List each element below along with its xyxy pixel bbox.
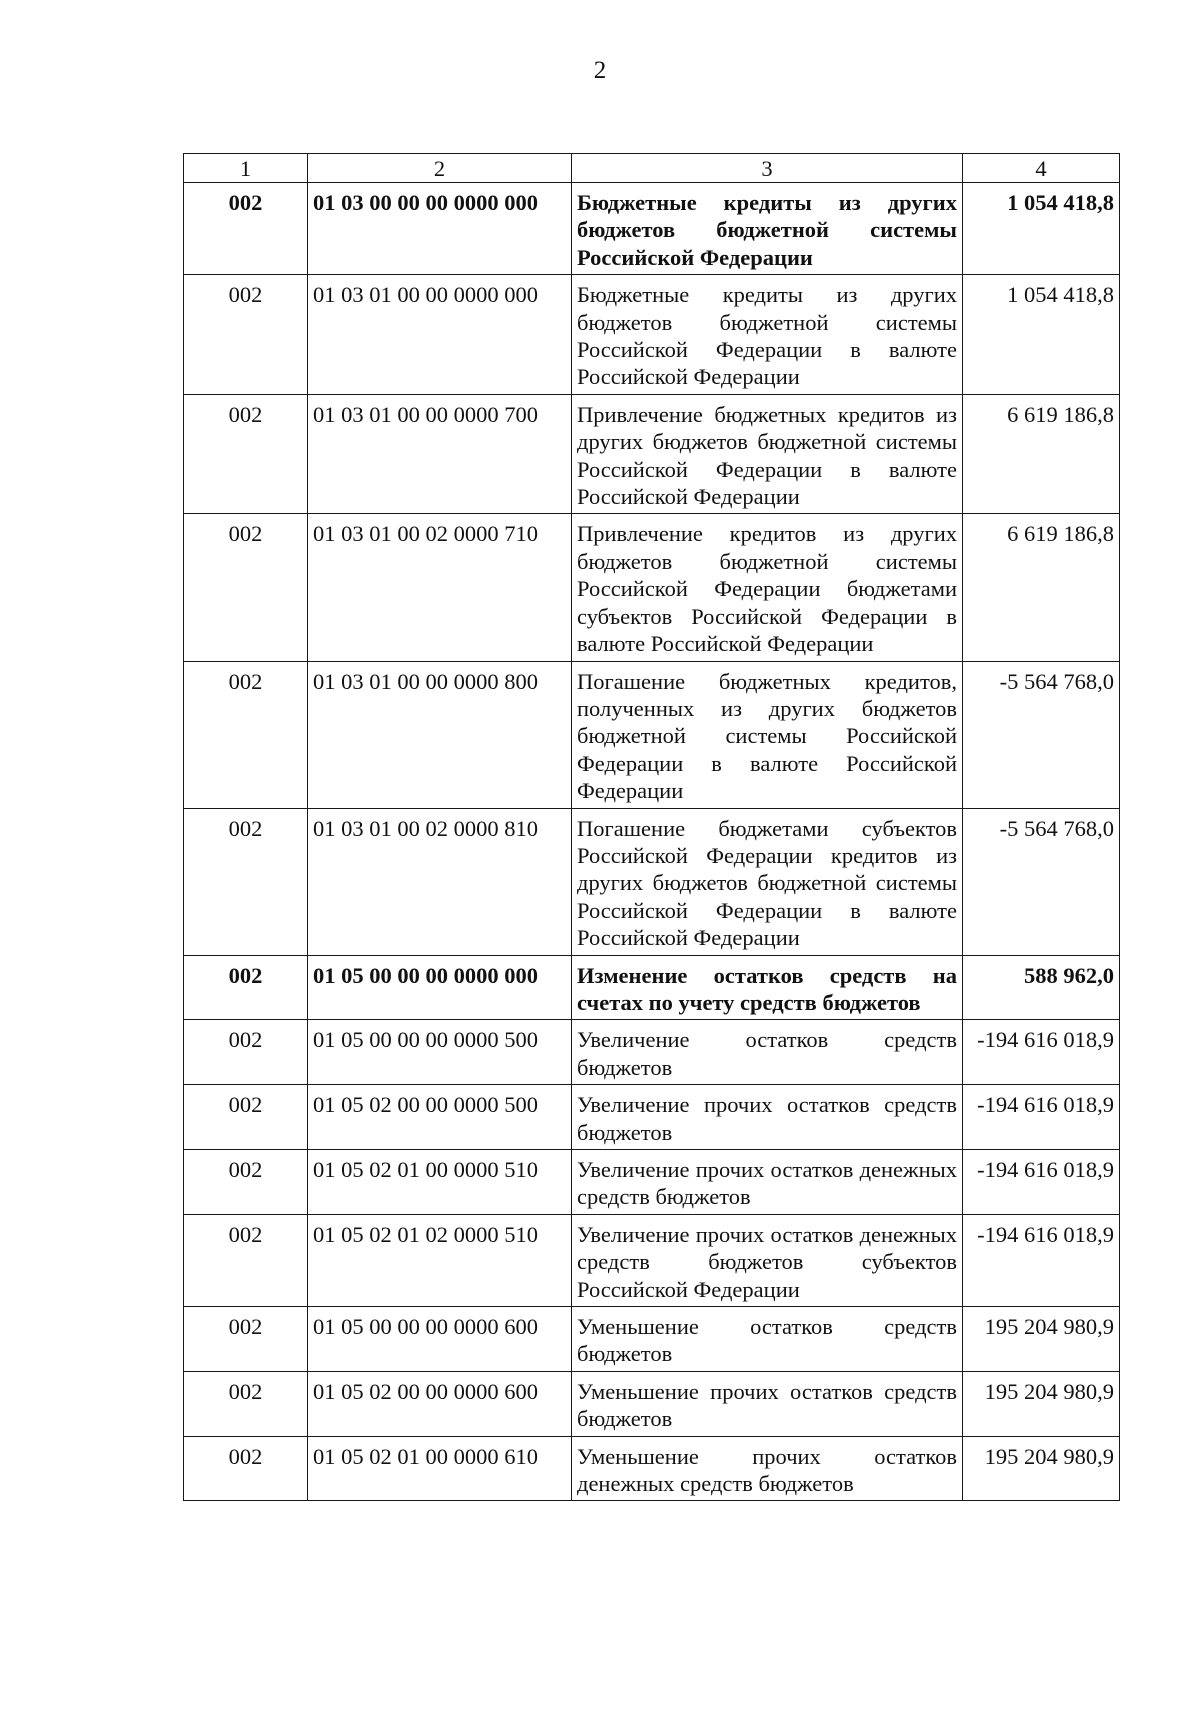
amount-cell: 588 962,0 xyxy=(963,955,1120,1020)
table-row xyxy=(184,1214,1120,1306)
budget-classification-code-cell: 01 03 00 00 00 0000 000 xyxy=(308,183,572,275)
table-row xyxy=(184,1371,1120,1436)
budget-classification-code-cell: 01 05 00 00 00 0000 500 xyxy=(308,1020,572,1085)
administrator-code-cell: 002 xyxy=(184,1085,308,1150)
page-number: 2 xyxy=(593,57,607,84)
amount-cell: 6 619 186,8 xyxy=(963,394,1120,514)
budget-classification-code-cell: 01 03 01 00 02 0000 810 xyxy=(308,808,572,955)
budget-classification-code-cell: 01 03 01 00 00 0000 700 xyxy=(308,394,572,514)
administrator-code-cell: 002 xyxy=(184,1371,308,1436)
administrator-code-cell: 002 xyxy=(184,275,308,395)
table-row xyxy=(184,1436,1120,1501)
amount-cell: 195 204 980,9 xyxy=(963,1371,1120,1436)
budget-classification-code-cell: 01 05 02 01 00 0000 610 xyxy=(308,1436,572,1501)
amount-cell: -5 564 768,0 xyxy=(963,661,1120,808)
amount-cell: 195 204 980,9 xyxy=(963,1436,1120,1501)
source-description-cell: Привлечение кредитов из других бюджетов бюджетной системы Российской Федерации бюджетами субъектов Российской Федерации в валюте Российской Федерации xyxy=(572,514,963,661)
administrator-code-cell: 002 xyxy=(184,808,308,955)
table-row xyxy=(184,1020,1120,1085)
source-description-cell: Уменьшение остатков средств бюджетов xyxy=(572,1307,963,1372)
administrator-code-cell: 002 xyxy=(184,394,308,514)
table-body xyxy=(184,183,1120,1501)
source-description-cell: Увеличение прочих остатков денежных средств бюджетов xyxy=(572,1150,963,1215)
column-header-1: 1 xyxy=(184,154,308,183)
table-row xyxy=(184,514,1120,661)
source-description-cell: Уменьшение прочих остатков денежных средств бюджетов xyxy=(572,1436,963,1501)
column-header-2: 2 xyxy=(308,154,572,183)
budget-classification-code-cell: 01 05 00 00 00 0000 600 xyxy=(308,1307,572,1372)
amount-cell: -194 616 018,9 xyxy=(963,1020,1120,1085)
budget-sources-table xyxy=(183,153,1120,1501)
budget-classification-code-cell: 01 03 01 00 02 0000 710 xyxy=(308,514,572,661)
table-row xyxy=(184,394,1120,514)
source-description-cell: Уменьшение прочих остатков средств бюджетов xyxy=(572,1371,963,1436)
source-description-cell: Погашение бюджетных кредитов, полученных из других бюджетов бюджетной системы Российской Федерации в валюте Российской Федерации xyxy=(572,661,963,808)
amount-cell: -5 564 768,0 xyxy=(963,808,1120,955)
administrator-code-cell: 002 xyxy=(184,183,308,275)
table-header xyxy=(184,154,1120,183)
amount-cell: -194 616 018,9 xyxy=(963,1085,1120,1150)
source-description-cell: Увеличение остатков средств бюджетов xyxy=(572,1020,963,1085)
amount-cell: 6 619 186,8 xyxy=(963,514,1120,661)
budget-classification-code-cell: 01 03 01 00 00 0000 000 xyxy=(308,275,572,395)
source-description-cell: Увеличение прочих остатков средств бюджетов xyxy=(572,1085,963,1150)
table-row xyxy=(184,183,1120,275)
administrator-code-cell: 002 xyxy=(184,1214,308,1306)
table-row xyxy=(184,1307,1120,1372)
table-row xyxy=(184,955,1120,1020)
amount-cell: 195 204 980,9 xyxy=(963,1307,1120,1372)
administrator-code-cell: 002 xyxy=(184,1307,308,1372)
budget-classification-code-cell: 01 05 00 00 00 0000 000 xyxy=(308,955,572,1020)
source-description-cell: Увеличение прочих остатков денежных средств бюджетов субъектов Российской Федерации xyxy=(572,1214,963,1306)
budget-classification-code-cell: 01 03 01 00 00 0000 800 xyxy=(308,661,572,808)
column-header-4: 4 xyxy=(963,154,1120,183)
source-description-cell: Бюджетные кредиты из других бюджетов бюджетной системы Российской Федерации xyxy=(572,183,963,275)
table-row xyxy=(184,1085,1120,1150)
budget-classification-code-cell: 01 05 02 00 00 0000 600 xyxy=(308,1371,572,1436)
amount-cell: 1 054 418,8 xyxy=(963,275,1120,395)
amount-cell: -194 616 018,9 xyxy=(963,1150,1120,1215)
administrator-code-cell: 002 xyxy=(184,1020,308,1085)
column-header-3: 3 xyxy=(572,154,963,183)
amount-cell: -194 616 018,9 xyxy=(963,1214,1120,1306)
budget-classification-code-cell: 01 05 02 00 00 0000 500 xyxy=(308,1085,572,1150)
header-row xyxy=(184,154,1120,183)
administrator-code-cell: 002 xyxy=(184,1150,308,1215)
administrator-code-cell: 002 xyxy=(184,514,308,661)
administrator-code-cell: 002 xyxy=(184,1436,308,1501)
table-row xyxy=(184,808,1120,955)
amount-cell: 1 054 418,8 xyxy=(963,183,1120,275)
source-description-cell: Погашение бюджетами субъектов Российской Федерации кредитов из других бюджетов бюджетной системы Российской Федерации в валюте Российской Федерации xyxy=(572,808,963,955)
budget-classification-code-cell: 01 05 02 01 02 0000 510 xyxy=(308,1214,572,1306)
source-description-cell: Изменение остатков средств на счетах по учету средств бюджетов xyxy=(572,955,963,1020)
table-row xyxy=(184,661,1120,808)
table-row xyxy=(184,1150,1120,1215)
source-description-cell: Привлечение бюджетных кредитов из других бюджетов бюджетной системы Российской Федерации в валюте Российской Федерации xyxy=(572,394,963,514)
budget-classification-code-cell: 01 05 02 01 00 0000 510 xyxy=(308,1150,572,1215)
administrator-code-cell: 002 xyxy=(184,955,308,1020)
source-description-cell: Бюджетные кредиты из других бюджетов бюджетной системы Российской Федерации в валюте Российской Федерации xyxy=(572,275,963,395)
table-row xyxy=(184,275,1120,395)
administrator-code-cell: 002 xyxy=(184,661,308,808)
